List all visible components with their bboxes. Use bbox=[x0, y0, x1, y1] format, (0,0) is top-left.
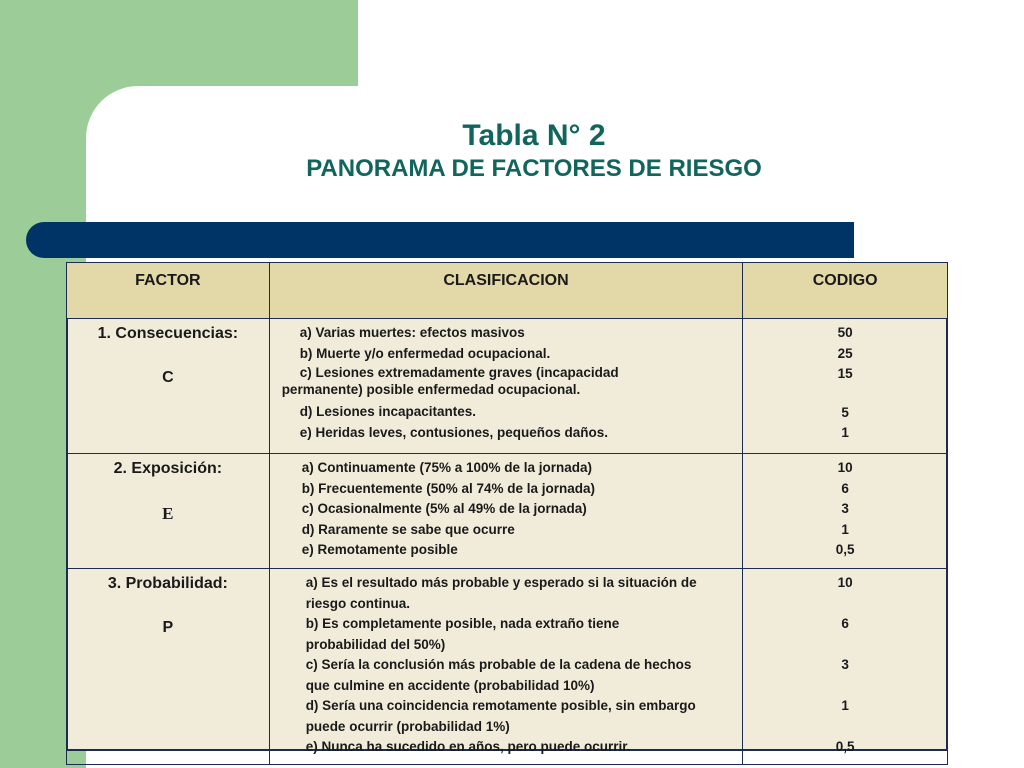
list-item: c) Lesiones extremadamente graves (incapacidad bbox=[299, 365, 619, 380]
list-item: b) Frecuentemente (50% al 74% de la jornada) bbox=[301, 480, 596, 496]
code-value: 3 bbox=[841, 657, 849, 672]
table-row bbox=[67, 319, 948, 454]
factor-cell bbox=[67, 454, 270, 569]
list-item-continuation: que culmine en accidente (probabilidad 10%) bbox=[305, 677, 595, 693]
code-value: 10 bbox=[837, 575, 853, 590]
code-value: 5 bbox=[841, 404, 849, 420]
code-value: 1 bbox=[841, 425, 849, 440]
codigo-cell bbox=[743, 569, 948, 765]
list-item-continuation: riesgo continua. bbox=[305, 595, 410, 611]
code-value: 1 bbox=[841, 521, 849, 537]
table-row bbox=[67, 569, 948, 765]
code-value: 1 bbox=[841, 698, 849, 713]
list-item: d) Sería una coincidencia remotamente posible, sin embargo bbox=[305, 698, 696, 713]
list-item: d) Lesiones incapacitantes. bbox=[299, 404, 476, 419]
code-value: 25 bbox=[837, 345, 853, 361]
list-item: a) Es el resultado más probable y esperado si la situación de bbox=[305, 575, 697, 590]
list-item: a) Continuamente (75% a 100% de la jornada) bbox=[301, 460, 593, 475]
title-main: Tabla N° 2 bbox=[462, 119, 606, 152]
list-item: c) Ocasionalmente (5% al 49% de la jornada) bbox=[301, 501, 587, 516]
code-spacer bbox=[743, 385, 947, 403]
factor-letter: P bbox=[162, 619, 174, 636]
factor-letter: E bbox=[162, 504, 174, 523]
header-clasificacion: CLASIFICACION bbox=[269, 263, 743, 319]
navy-divider-bar bbox=[26, 222, 854, 258]
code-value: 15 bbox=[837, 366, 853, 381]
code-value: 6 bbox=[841, 616, 849, 631]
list-item: e) Remotamente posible bbox=[301, 542, 458, 557]
list-item: b) Muerte y/o enfermedad ocupacional. bbox=[299, 345, 551, 361]
header-factor: FACTOR bbox=[67, 263, 270, 319]
list-item: a) Varias muertes: efectos masivos bbox=[299, 325, 525, 340]
factor-cell bbox=[67, 319, 270, 454]
factor-name: 1. Consecuencias: bbox=[97, 325, 239, 342]
title-sub: PANORAMA DE FACTORES DE RIESGO bbox=[306, 155, 762, 182]
risk-factors-table bbox=[66, 262, 948, 765]
code-value: 0,5 bbox=[835, 739, 855, 754]
codigo-cell bbox=[743, 454, 948, 569]
clasificacion-cell bbox=[269, 454, 743, 569]
table-header-row bbox=[67, 263, 948, 319]
code-value: 10 bbox=[837, 460, 853, 475]
list-item: c) Sería la conclusión más probable de la cadena de hechos bbox=[305, 657, 692, 672]
clasificacion-cell bbox=[269, 569, 743, 765]
list-item-continuation: probabilidad del 50%) bbox=[305, 636, 446, 652]
code-spacer bbox=[743, 676, 947, 697]
code-spacer bbox=[743, 594, 947, 615]
list-item-continuation: permanente) posible enfermedad ocupacional. bbox=[281, 382, 581, 397]
factor-name: 3. Probabilidad: bbox=[107, 575, 228, 592]
code-spacer bbox=[743, 717, 947, 738]
header-codigo: CODIGO bbox=[743, 263, 948, 319]
code-value: 6 bbox=[841, 480, 849, 496]
factor-name: 2. Exposición: bbox=[113, 460, 223, 477]
list-item: e) Heridas leves, contusiones, pequeños daños. bbox=[299, 424, 609, 440]
factor-letter: C bbox=[162, 369, 174, 386]
code-spacer bbox=[743, 635, 947, 656]
clasificacion-cell bbox=[269, 319, 743, 454]
factor-cell bbox=[67, 569, 270, 765]
slide-title bbox=[0, 118, 1024, 184]
table-row bbox=[67, 454, 948, 569]
list-item: d) Raramente se sabe que ocurre bbox=[301, 521, 515, 537]
code-value: 50 bbox=[837, 325, 853, 340]
list-item: b) Es completamente posible, nada extraño tiene bbox=[305, 616, 620, 631]
codigo-cell bbox=[743, 319, 948, 454]
code-value: 0,5 bbox=[835, 542, 855, 557]
list-item: e) Nunca ha sucedido en años, pero puede ocurrir. bbox=[305, 739, 631, 754]
list-item-continuation: puede ocurrir (probabilidad 1%) bbox=[305, 718, 510, 734]
code-value: 3 bbox=[841, 501, 849, 516]
